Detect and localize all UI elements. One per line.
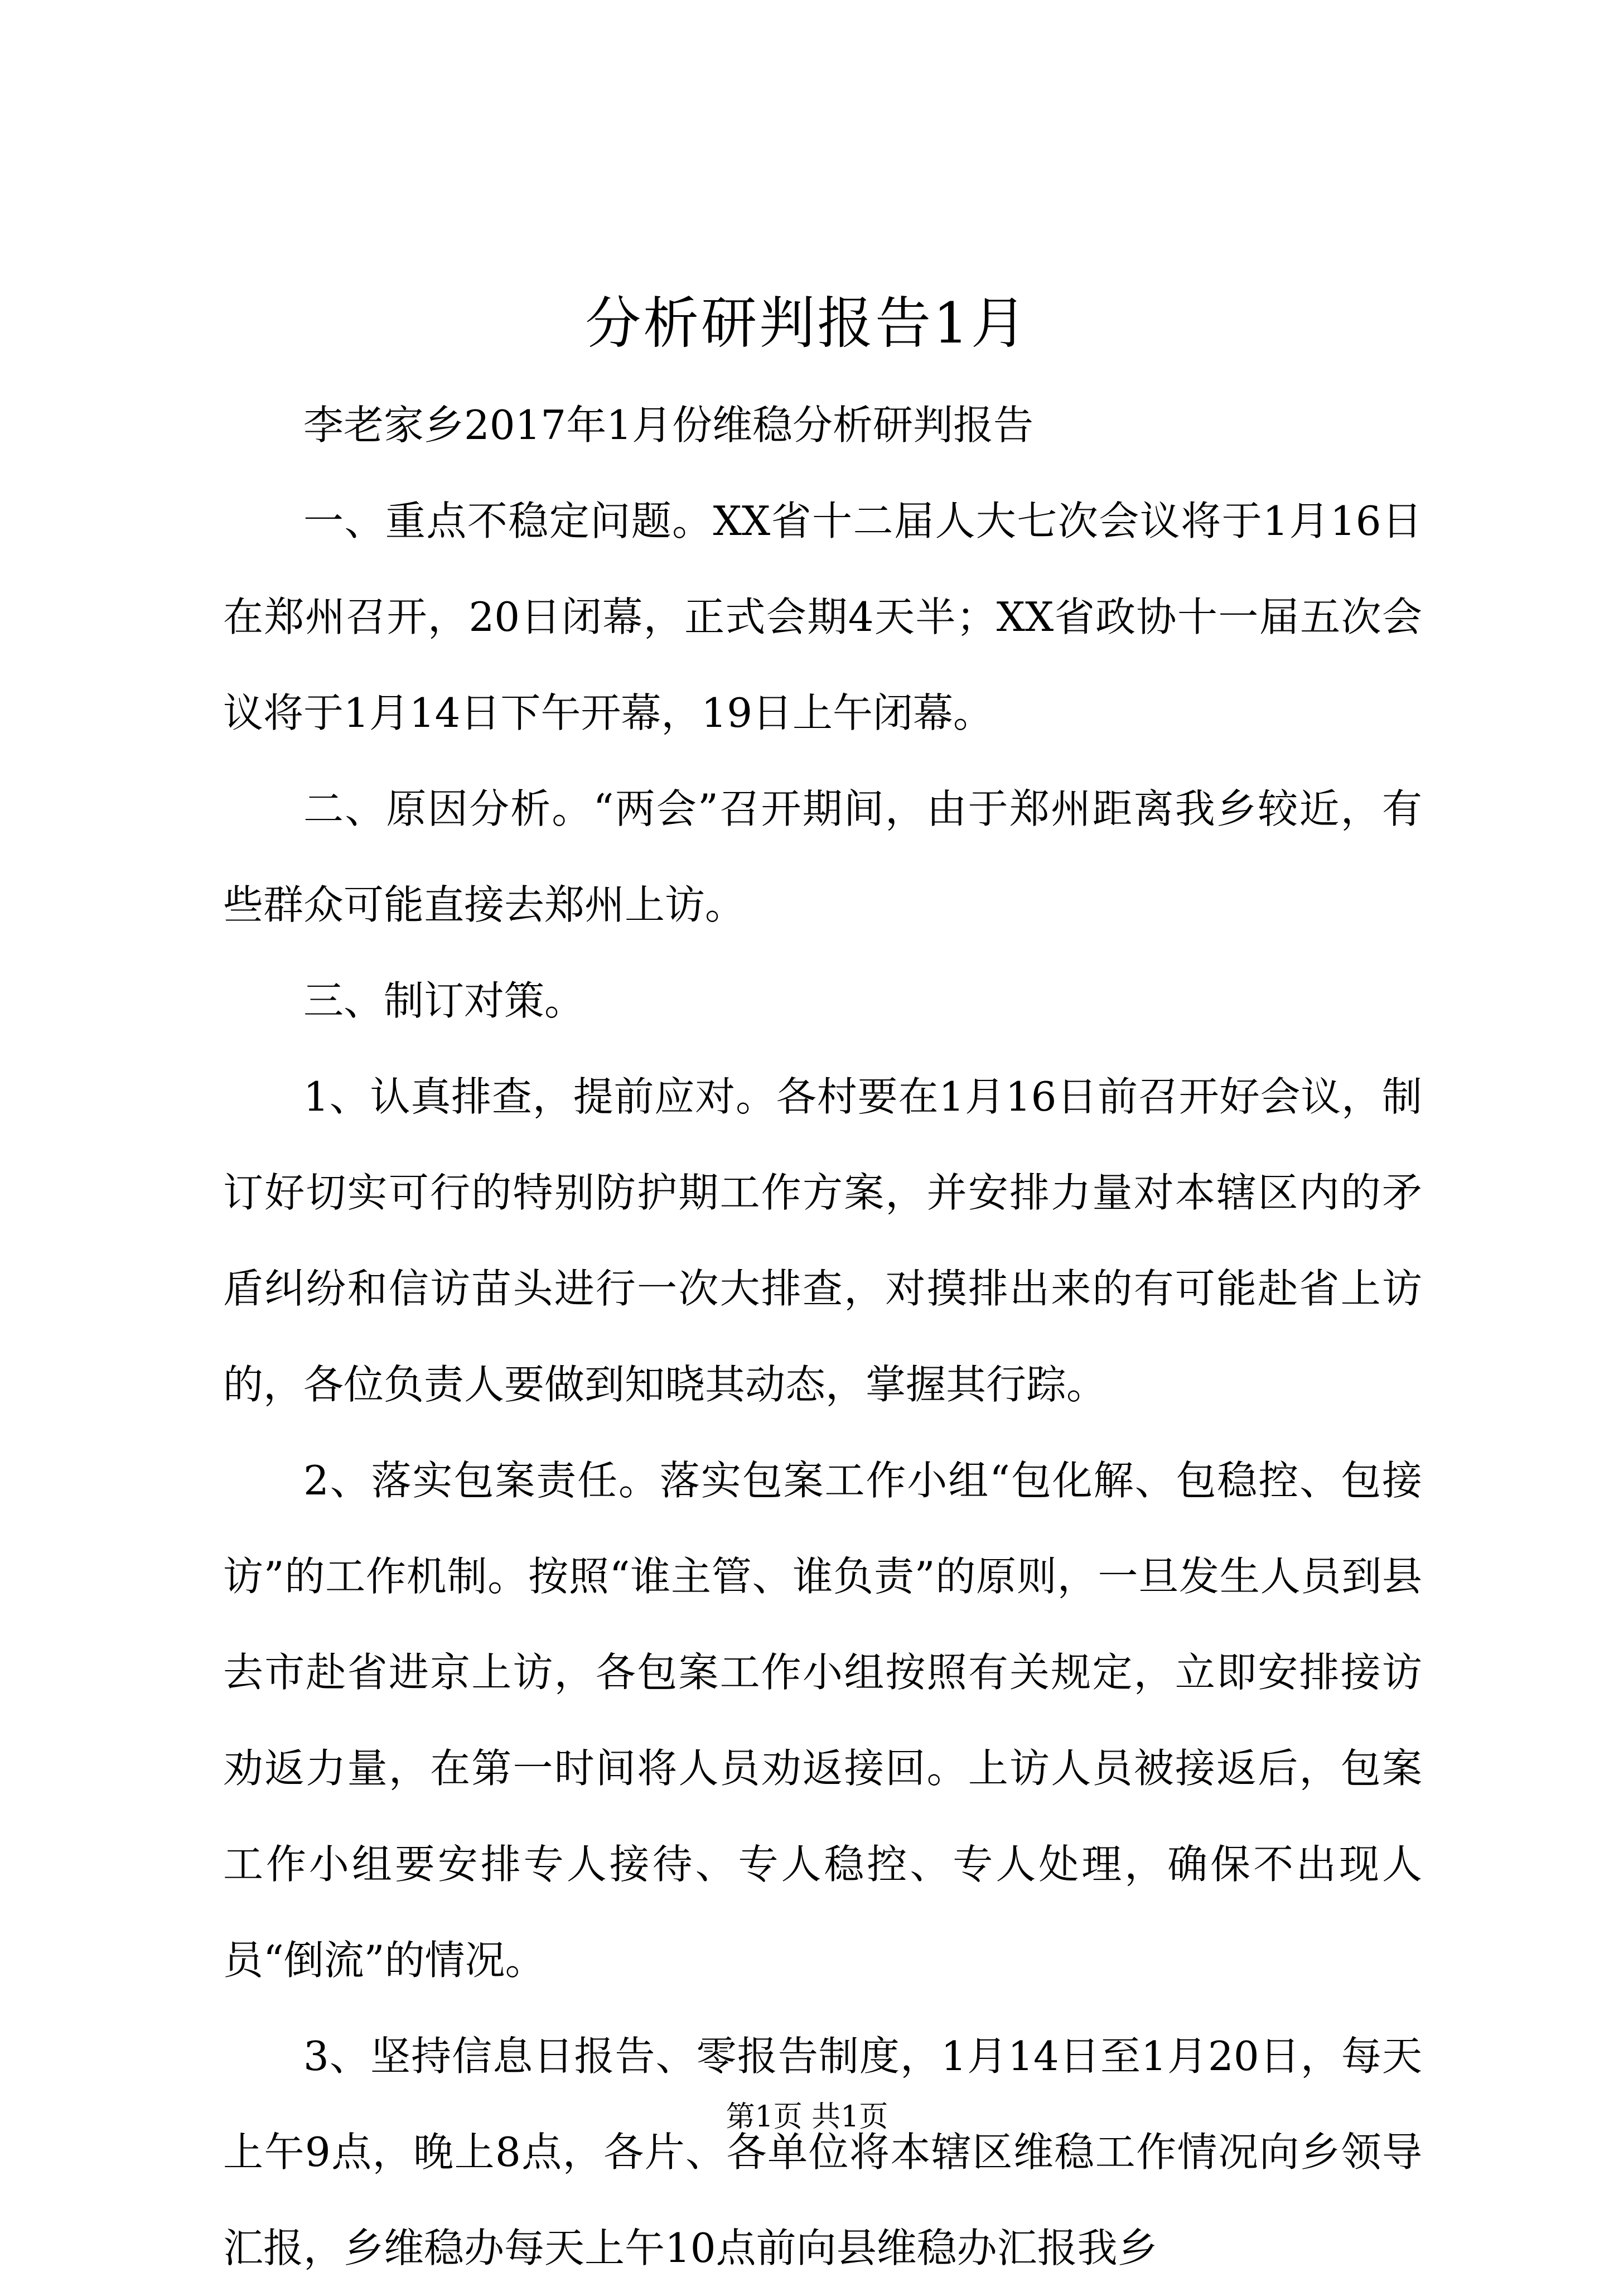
page-footer: 第1页 共1页 [726,2100,888,2134]
report-subtitle-paragraph: 李老家乡2017年1月份维稳分析研判报告 [303,402,1034,448]
document-title: 分析研判报告1月 [585,291,1029,356]
paragraph-measure-1: 1、认真排查，提前应对。各村要在1月16日前召开好会议，制订好切实可行的特别防护期工作方案，并安排力量对本辖区内的矛盾纠纷和信访苗头进行一次大排查，对摸排出来的有可能赴省上访的，各位负责人要做到知晓其动态，掌握其行踪。 [223,1073,1422,1408]
paragraph-cause-analysis: 二、原因分析。“两会”召开期间，由于郑州距离我乡较近，有些群众可能直接去郑州上访。 [223,785,1422,928]
document-body [223,377,1422,2296]
paragraph-measure-3: 3、坚持信息日报告、零报告制度，1月14日至1月20日，每天上午9点，晚上8点，各片、各单位将本辖区维稳工作情况向乡领导汇报，乡维稳办每天上午10点前向县维稳办汇报我乡 [223,2033,1422,2271]
paragraph-measure-2: 2、落实包案责任。落实包案工作小组“包化解、包稳控、包接访”的工作机制。按照“谁主管、谁负责”的原则，一旦发生人员到县去市赴省进京上访，各包案工作小组按照有关规定，立即安排接访劝返力量，在第一时间将人员劝返接回。上访人员被接返后，包案工作小组要安排专人接待、专人稳控、专人处理，确保不出现人员“倒流”的情况。 [223,1457,1422,1984]
paragraph-unstable-issues: 一、重点不稳定问题。XX省十二届人大七次会议将于1月16日在郑州召开，20日闭幕，正式会期4天半；XX省政协十一届五次会议将于1月14日下午开幕，19日上午闭幕。 [223,498,1422,736]
paragraph-countermeasures-heading: 三、制订对策。 [303,977,585,1024]
